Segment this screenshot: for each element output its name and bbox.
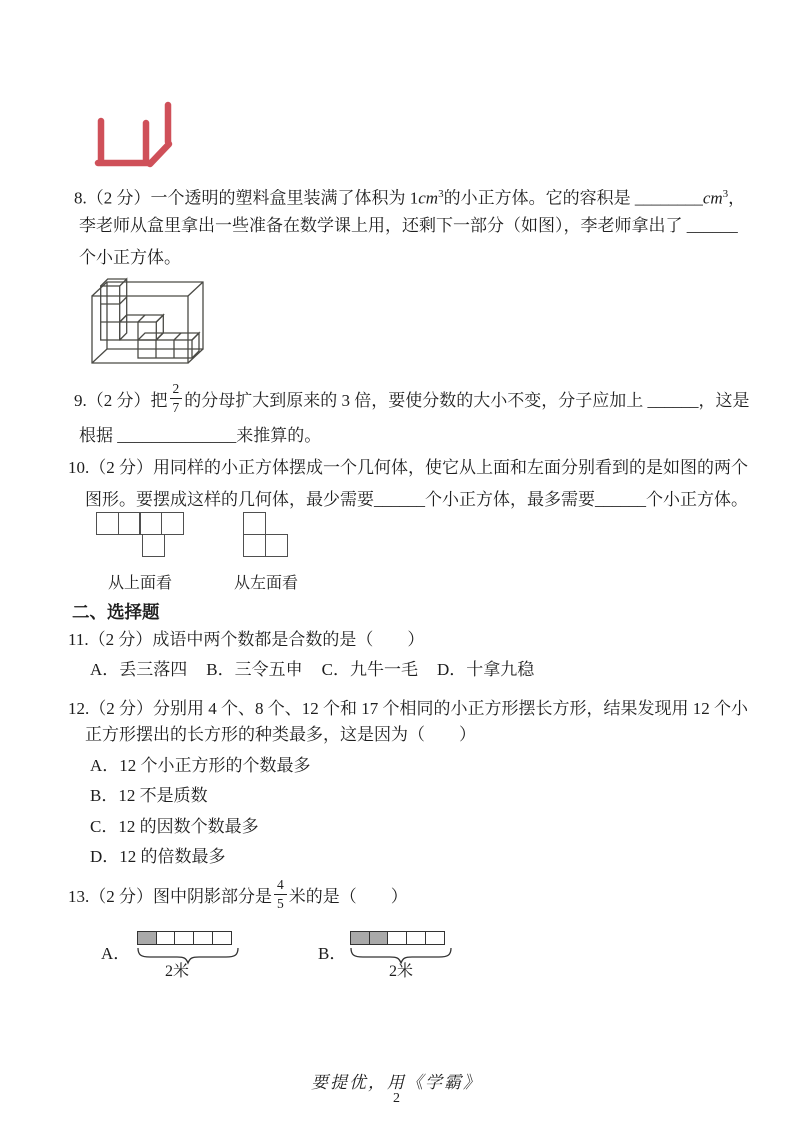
option-b-bar-figure: [350, 931, 445, 945]
box-of-cubes-figure: [86, 274, 211, 369]
option-c: C．九牛一毛: [321, 660, 418, 679]
question-8-line-2: 李老师从盒里拿出一些准备在数学课上用，还剩下一部分（如图），李老师拿出了 ______: [79, 216, 738, 235]
option-a-label: A．: [101, 944, 131, 963]
question-12-line-2: 正方形摆出的长方形的种类最多，这是因为（ ）: [85, 725, 476, 744]
option-a-caption: 2米: [164, 963, 189, 980]
fraction-denominator: 7: [172, 399, 180, 415]
question-11-line-1: 11.（2 分）成语中两个数都是合数的是（ ）: [68, 630, 425, 649]
option-a: A．12 个小正方形的个数最多: [90, 756, 311, 775]
unit-cm: cm: [418, 188, 439, 208]
view-from-top-label: 从上面看: [108, 575, 173, 592]
option-d: D．12 的倍数最多: [90, 847, 226, 866]
option-b-label: B．: [318, 944, 347, 963]
view-from-top-grid: [96, 512, 188, 557]
question-11-options: [90, 658, 534, 682]
unit-cm: cm: [702, 188, 723, 208]
question-8-text-end: ，: [728, 188, 746, 208]
option-d: D．十拿九稳: [436, 660, 535, 679]
question-10-line-1: 10.（2 分）用同样的小正方体摆成一个几何体，使它从上面和左面分别看到的是如图的两个: [68, 458, 748, 477]
question-10-line-2: 图形。要摆成这样的几何体，最少需要______个小正方体，最多需要______个小正方体。: [85, 490, 748, 509]
fraction-numerator: 2: [170, 381, 183, 399]
fraction-numerator: 4: [274, 877, 287, 895]
section-2-title: 二、选择题: [72, 602, 160, 622]
question-8-text: 8.（2 分）一个透明的塑料盒里装满了体积为 1: [74, 188, 419, 208]
fraction-denominator: 5: [277, 895, 284, 911]
page-number: 2: [393, 1091, 400, 1106]
question-8-text-blank: 的小正方体。它的容积是 ________: [443, 188, 703, 208]
question-13-line-1: [68, 874, 408, 914]
question-12-line-1: 12.（2 分）分别用 4 个、8 个、12 个和 17 个相同的小正方形摆长方形，结果发现用 12 个小: [68, 699, 748, 718]
footer-slogan: 要提优，用《学霸》: [311, 1073, 482, 1092]
option-b: B．12 不是质数: [90, 786, 208, 805]
question-13-text: 13.（2 分）图中阴影部分是: [68, 886, 272, 906]
option-b: B．三令五申: [206, 660, 303, 679]
view-from-left-label: 从左面看: [234, 575, 299, 592]
unit-exponent: 3: [438, 188, 444, 200]
question-8-line-3: 个小正方体。: [79, 248, 181, 267]
question-9-text: 的分母扩大到原来的 3 倍，要使分数的大小不变，分子应加上 ______，这是: [184, 390, 750, 410]
fraction-two-sevenths: [170, 381, 183, 415]
option-a-bar-figure: [137, 931, 232, 945]
question-9-line-2: 根据 ______________来推算的。: [79, 426, 322, 445]
cube-frame-sticks-figure: [88, 96, 183, 176]
unit-exponent: 3: [722, 188, 729, 200]
fraction-four-fifths: [274, 877, 287, 911]
option-b-caption: 2米: [388, 963, 413, 980]
question-9-line-1: [74, 378, 750, 418]
option-a: A．丢三落四: [90, 660, 188, 679]
view-from-left-grid: [243, 512, 289, 557]
question-13-text: 米的是（ ）: [288, 886, 408, 906]
option-c: C．12 的因数个数最多: [90, 817, 259, 836]
question-9-text: 9.（2 分）把: [74, 390, 168, 410]
question-8-line-1: [74, 182, 745, 211]
